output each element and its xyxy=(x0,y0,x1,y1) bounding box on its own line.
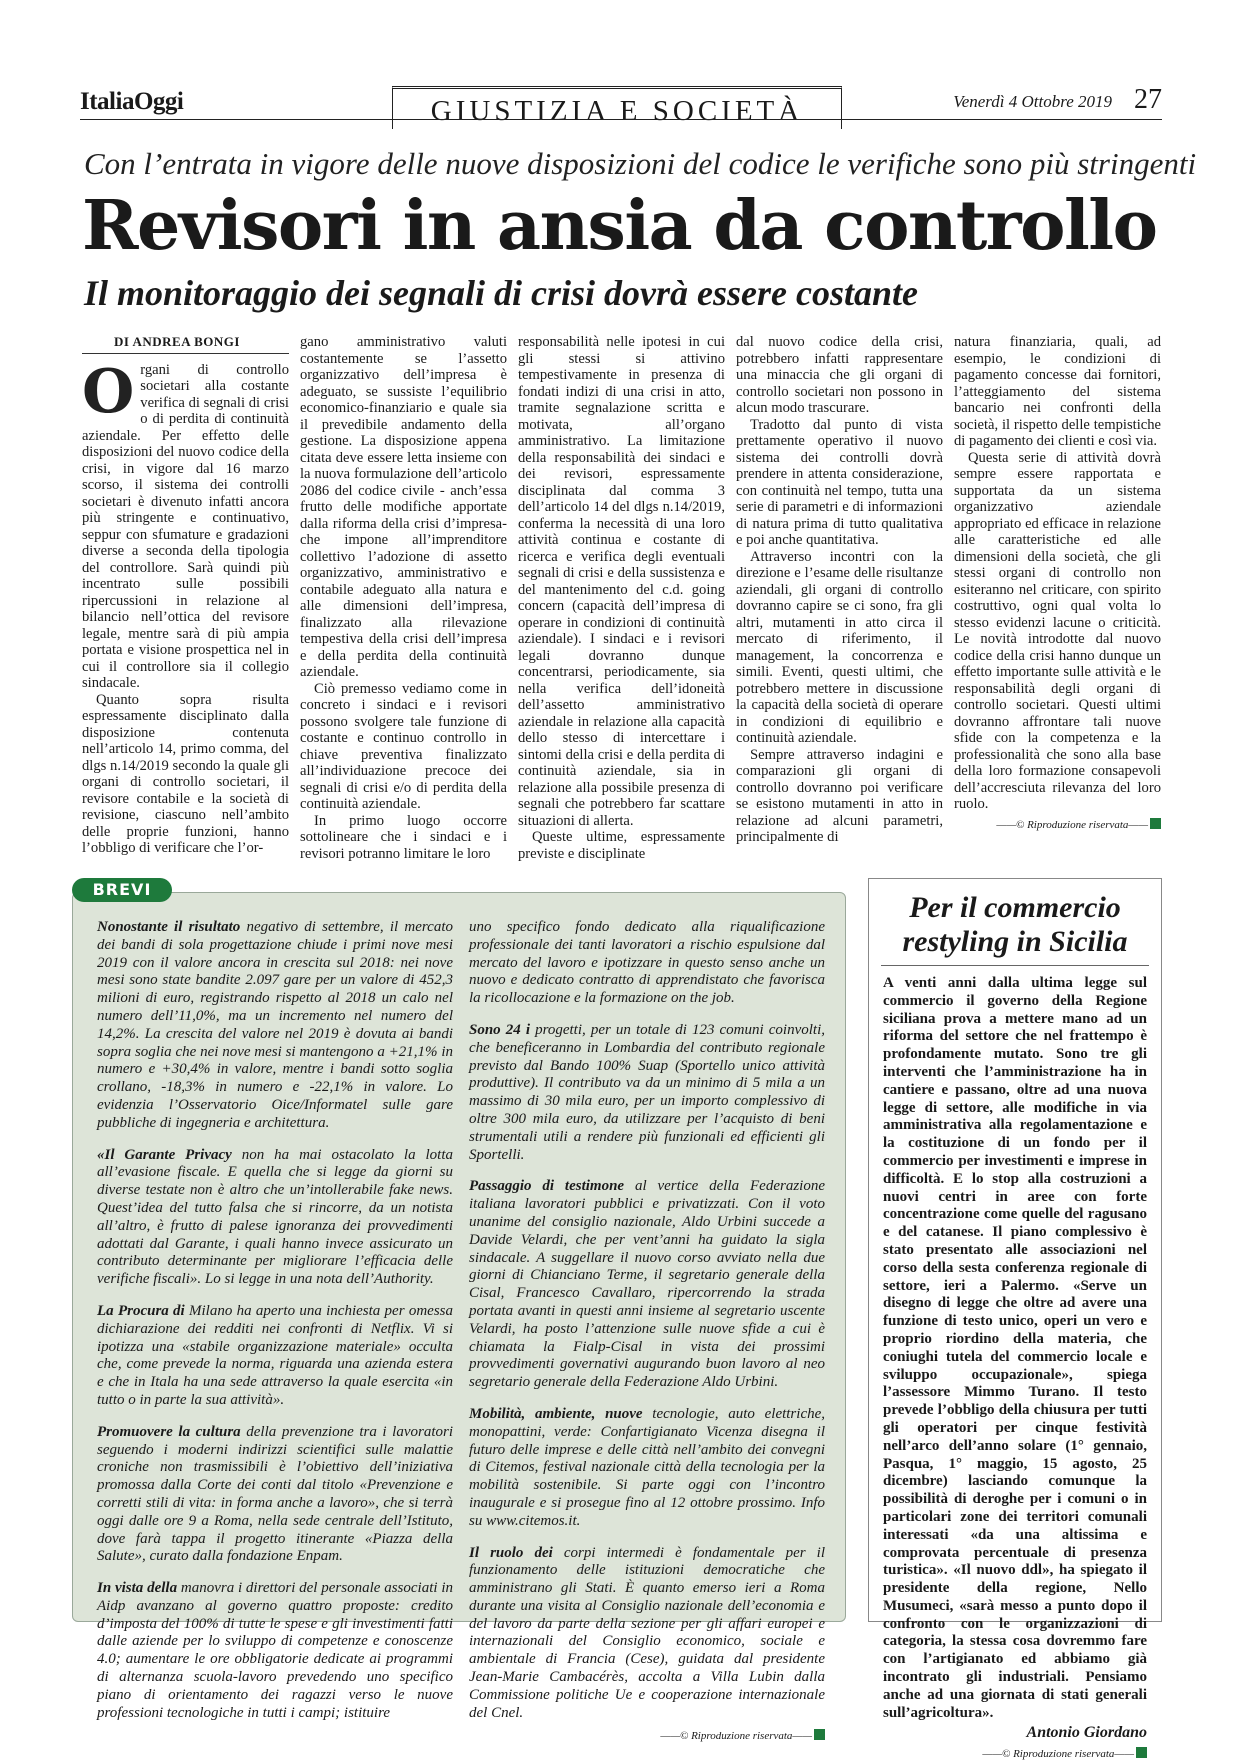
brevi-item: Nonostante il risultato negativo di settembre, il mercato dei bandi di sola progettazione chiude i primi nove mesi 2019 con il valore ancora in crescita sul 2018: nei nove mesi sono state bandite 2.097 gare per un valore di 452,3 milioni di euro, registrando rispetto al 2018 un calo nel numero dell’11,0%, ma un incremento nel numero del 14,2%. La crescita del valore nel 2019 è dovuta ai bandi sopra soglia che nei nove mesi si mantengono a +21,1% in numero e +30,4% in valore, mentre i bandi sotto soglia crollano, -18,3% in numero e -22,1% in valore. Lo evidenzia l’Osservatorio Oice/Informatel sulle gare pubbliche di ingegneria e architettura. xyxy=(97,919,453,1131)
article-column-2 xyxy=(300,334,507,874)
article-paragraph: Attraverso incontri con la direzione e l’esame delle risultanze aziendali, gli organi di controllo dovranno capire se ci sono, fra gli altri, mutamenti in atto circa il mercato di riferimento, il management, la concorrenza e simili. Eventi, questi ultimi, che potrebbero mettere in discussione la capacità della società di operare in condizioni di equilibrio e continuità aziendale. xyxy=(736,548,943,746)
article-paragraph: Questa serie di attività dovrà sempre essere rapportata e supportata da un sistema organizzativo aziendale appropriato ed efficace in relazione alle caratteristiche ed alle dimensioni della società, che gli stessi organi di controllo non esiteranno nel criticare, con spirito costruttivo, ogni qual volta lo stesso evidenzi lacune o criticità. Le novità introdotte dal nuovo codice della crisi hanno dunque un effetto importante sulle attività e le responsabilità degli organi di controllo societari. Questi ultimi dovranno affrontare tali nuove sfide con la competenza e la professionalità che sono alla base della loro formazione consapevoli dell’accresciuta rilevanza del loro ruolo. xyxy=(954,449,1161,812)
sidebar-body xyxy=(883,975,1147,1761)
article-column-1 xyxy=(82,334,289,874)
article-paragraph: natura finanziaria, quali, ad esempio, le condizioni di pagamento concesse dai fornitori, l’atteggiamento del sistema bancario nei confronti della società, il rispetto delle tempistiche di pagamento dei clienti e così via. xyxy=(954,334,1161,449)
main-article xyxy=(82,334,1162,874)
brevi-box xyxy=(72,892,846,1743)
brevi-column-left xyxy=(97,919,454,1721)
brevi-item: uno specifico fondo dedicato alla riqualificazione professionale dei tanti lavoratori a rischio espulsione dal mercato del lavoro e ipotizzare in questo senso anche un nuovo e dedicato contratto di apprendistato che favorisca la ricollocazione e la formazione on the job. xyxy=(469,919,825,1007)
sidebar-author: Antonio Giordano xyxy=(1026,1724,1147,1742)
brevi-item: Mobilità, ambiente, nuove tecnologie, auto elettriche, monopattini, verde: Confartigianato Vicenza disegna il futuro delle imprese e delle città nell’ambito dei convegni di Citemos, festival nazionale città della tecnologia per la mobilità sostenibile. Si parte oggi con l’incontro inaugurale e si prosegue fino al 12 ottobre prossimo. Info su www.citemos.it. xyxy=(469,1405,826,1529)
sidebar-title: Per il commercio restyling in Sicilia xyxy=(902,891,1128,958)
article-paragraph: In primo luogo occorre sottolineare che i sindaci e i revisori potranno limitare le loro xyxy=(300,812,507,862)
masthead xyxy=(80,86,1162,130)
article-paragraph: Ciò premesso vediamo come in concreto i sindaci e i revisori possono svolgere tale funzione di costante e continuo controllo in chiave preventiva finalizzato all’individuazione precoce dei segnali di crisi e/o di perdita della continuità aziendale. xyxy=(300,680,507,812)
article-paragraph: Organi di controllo societari alla costante verifica di segnali di crisi o di perdita di continuità aziendale. Per effetto delle disposizioni del nuovo codice della crisi, in vigore dal 16 marzo scorso, il sistema dei controlli societari è divenuto infatti ancora più stringente e continuativo, seppur con sfumature e gradazioni diverse a seconda della tipologia del controllore. Sarà quindi più incentrato sulle possibili ripercussioni in relazione al bilancio nell’ottica del revisore legale, mentre sarà di più ampia portata e visione prospettica nel in cui il controllore sia il collegio sindacale. xyxy=(82,356,289,691)
masthead-rule xyxy=(80,119,1162,120)
article-column-5 xyxy=(954,334,1161,874)
brevi-item: Passaggio di testimone al vertice della Federazione italiana lavoratori pubblici e privatizzati. Con il voto unanime del consiglio nazionale, Aldo Urbini succede a Davide Velardi, che per vent’anni ha guidato la sigla sindacale. A suggellare il nuovo corso avviato nella due giorni di Chianciano Terme, il segretario generale della Cisal, Francesco Cavallaro, ripercorrendo la strada portata avanti in questi anni insieme al segretario uscente Velardi, ha posto l’attenzione sulle nuove sfide a cui è chiamata la Fialp-Cisal in vista dei prossimi provvedimenti governativi augurando buon lavoro al neo segretario generale della Federazione Aldo Urbini. xyxy=(469,1178,825,1391)
section-label xyxy=(392,86,842,129)
brevi-tab: BREVI xyxy=(72,878,172,902)
article-paragraph: Queste ultime, espressamente previste e disciplinate xyxy=(518,829,725,862)
article-paragraph: Quanto sopra risulta espressamente disciplinato dalla disposizione contenuta nell’articolo 14, primo comma, del dlgs n.14/2019 secondo la quale gli organi di controllo societari, il revisore contabile e la società di revisione, ciascuno nell’ambito delle proprie funzioni, hanno l’obbligo di verificare che l’or- xyxy=(82,691,289,856)
sidebar-text: A venti anni dalla ultima legge sul commercio il governo della Regione siciliana prova a mettere mano ad un riforma del settore che nel frattempo è profondamente mutato. Sono tre gli interventi che l’amministrazione ha in cantiere e passano, oltre ad una nuova legge di settore, alle modifiche in via amministrativa alla regolamentazione e la costituzione di un fondo per il commercio per investimenti e imprese in difficoltà. E lo stop alla costruzioni a nuovi centri in aree con forte concentrazione come quelle del ragusano e del catanese. Il piano complessivo è stato presentato alle associazioni nel corso della sesta conferenza regionale di settore, ieri a Palermo. «Serve un disegno di legge che oltre ad avere una funzione di testo unico, operi un vero e proprio riordino della materia, che coniughi tutela del commercio locale e sviluppo occupazionale», spiega l’assessore Mimmo Turano. Il testo prevede l’obbligo della chiusura per tutti gli operatori per cinque festività nell’arco dell’anno solare (1° gennaio, Pasqua, 1° maggio, 15 agosto, 25 dicembre) lasciando comunque la possibilità di deroghe per i comuni o in particolari zone dei territori comunali interessati «da una altissima e comprovata percentuale di presenza turistica». «Il nuovo ddl», ha spiegato il presidente della regione, Nello Musumeci, «sarà messo a punto dopo il confronto con le organizzazioni di categoria, la stessa cosa dovremmo fare con l’artigianato ed abbiamo già incontrato gli industriali. Pensiamo anche ad una giornata di stati generali sull’agricoltura». xyxy=(883,975,1147,1721)
sidebar-article xyxy=(868,878,1162,1761)
brevi-item: Il ruolo dei corpi intermedi è fondamentale per il funzionamento delle istituzioni democratiche che amministrano gli Stati. È quanto emerso ieri a Roma durante una visita al Consiglio nazionale dell’economia e del lavoro da parte della sezione per gli affari europei e internazionali del Consiglio economico, sociale e ambientale di Francia (Cese), guidata dal presidente Jean-Marie Cambacérès, accolta a Villa Lubin dalla Commissione politiche Ue e cooperazione internazionale del Cnel. xyxy=(469,1544,825,1721)
newspaper-logo: ItaliaOggi xyxy=(80,88,184,115)
article-subhead: Il monitoraggio dei segnali di crisi dovrà essere costante xyxy=(84,273,918,313)
brevi-item: La Procura di Milano ha aperto una inchiesta per omessa dichiarazione dei redditi nei confronti di Netflix. Vi si ipotizza una «stabile organizzazione materiale» occulta che, come prevede la norma, riguarda una azienda estera e che in Itala ha una sede attraverso la quale esercita «in tutto o in parte la sua attività». xyxy=(97,1302,453,1408)
drop-cap: O xyxy=(82,356,135,427)
brevi-item: In vista della manovra i direttori del personale associati in Aidp avanzano al governo quattro proposte: credito d’imposta del 100% di tutte le spese e gli investimenti fatti dalle aziende per lo sviluppo di competenze e conoscenze 4.0; aumentare le ore obbligatorie dedicate ai programmi di alternanza scuola-lavoro prevedendo uno specifico piano di orientamento dei ragazzi verso le nuove professioni tecnologiche in tutti i campi; istituire xyxy=(97,1580,453,1721)
article-paragraph: gano amministrativo valuti costantemente se l’assetto organizzativo dell’impresa è adeguato, se sussiste l’equilibrio economico-finanziario e quale sia il prevedibile andamento della gestione. La disposizione appena citata deve essere letta insieme con la nuova formulazione dell’articolo 2086 del codice civile - anch’essa frutto delle modifiche apportate dalla riforma della crisi d’impresa- che impone all’imprenditore collettivo l’adozione di assetto organizzativo, amministrativo e contabile adeguato alla natura e alle dimensioni dell’impresa, finalizzato alla rilevazione tempestiva della crisi dell’impresa e della perdita della continuità aziendale. xyxy=(300,334,507,680)
end-square-icon xyxy=(1136,1747,1147,1758)
brevi-item: «Il Garante Privacy non ha mai ostacolato la lotta all’evasione fiscale. E quella che si legge da giorni su diverse testate non è altro che un’intollerabile fake news. Quest’idea del tutto falsa che si rincorre, da un notista all’altro, è frutto di palese ignoranza dei provvedimenti adottati dal Garante, i quali hanno invece assicurato un contributo determinante per migliorare l’efficacia delle verifiche fiscali». Lo si legge in una nota dell’Authority. xyxy=(97,1146,454,1288)
article-paragraph: dal nuovo codice della crisi, potrebbero infatti rappresentare una minaccia che gli organi di controllo societari non possono in alcun modo trascurare. xyxy=(736,334,943,416)
brevi-item: Promuovere la cultura della prevenzione tra i lavoratori seguendo i moderni indirizzi scientifici sulle malattie croniche non trasmissibili è l’obiettivo dell’iniziativa promossa dalla Corte dei conti dal titolo «Prevenzione e corretti stili di vita: in forma anche a lavoro», che si terrà oggi dalle ore 9 a Roma, nella sede centrale dell’Istituto, dove farà tappa il progetto itinerante «Piazza della Salute», curato dalla fondazione Enpam. xyxy=(97,1423,453,1565)
sidebar-rule xyxy=(881,965,1149,966)
brevi-item: Sono 24 i progetti, per un totale di 123 comuni coinvolti, che beneficeranno in Lombardia del contributo regionale previsto dal Bando 100% Suap (Sportello unico attività produttive). Il contributo va da un minimo di 5 mila a un massimo di 30 mila euro, per un importo complessivo di oltre 300 mila euro, da utilizzare per l’acquisto di beni strumentali utili a rendere più funzionali ed efficienti gli Sportelli. xyxy=(469,1021,825,1163)
page-number: 27 xyxy=(1134,84,1162,115)
copyright-note: ——© Riproduzione riservata—— xyxy=(469,1728,825,1746)
section-title: GIUSTIZIA E SOCIETÀ xyxy=(430,95,804,127)
end-square-icon xyxy=(814,1729,825,1740)
issue-date: Venerdì 4 Ottobre 2019 xyxy=(953,92,1112,111)
article-kicker: Con l’entrata in vigore delle nuove disposizioni del codice le verifiche sono più stringenti xyxy=(84,146,1197,181)
article-paragraph: responsabilità nelle ipotesi in cui gli stessi si attivino tempestivamente in presenza di fondati indizi di una crisi in atto, tramite segnalazione scritta e motivata, all’organo amministrativo. La limitazione della responsabilità dei sindaci e dei revisori, espressamente disciplinata dal comma 3 dell’articolo 14 del dlgs n.14/2019, conferma la necessità di una loro attività continua e costante di ricerca e verifica degli eventuali segnali di crisi e della sussistenza e del mantenimento del c.d. going concern (capacità dell’impresa di operare in condizioni di continuità aziendale). I sindaci e i revisori legali dovranno dunque concentrarsi, periodicamente, sia nella verifica dell’idoneità dell’assetto amministrativo aziendale in relazione alla capacità dello stesso di intercettare i sintomi della crisi e della perdita di continuità aziendale, sia in relazione alla possibile presenza di segnali che potrebbero far scattare situazioni di allerta. xyxy=(518,334,725,829)
article-column-3 xyxy=(518,334,725,874)
article-headline: Revisori in ansia da controllo xyxy=(82,186,1157,266)
copyright-note: ——© Riproduzione riservata—— xyxy=(954,817,1161,834)
article-column-4 xyxy=(736,334,943,874)
article-paragraph: Sempre attraverso indagini e comparazioni gli organi di controllo dovranno poi verificare se esistono mutamenti in atto in relazione ad alcuni parametri, principalmente di xyxy=(736,746,943,845)
byline: DI ANDREA BONGI xyxy=(82,334,289,354)
brevi-column-right xyxy=(469,919,826,1743)
article-paragraph: Tradotto dal punto di vista prettamente operativo il nuovo sistema dei controlli dovrà prendere in attenta considerazione, con continuità nel tempo, tutta una serie di parametri e di informazioni di natura prima di tutto qualitativa e poi anche quantitativa. xyxy=(736,416,943,548)
end-square-icon xyxy=(1150,818,1161,829)
copyright-note: ——© Riproduzione riservata—— xyxy=(883,1746,1147,1764)
